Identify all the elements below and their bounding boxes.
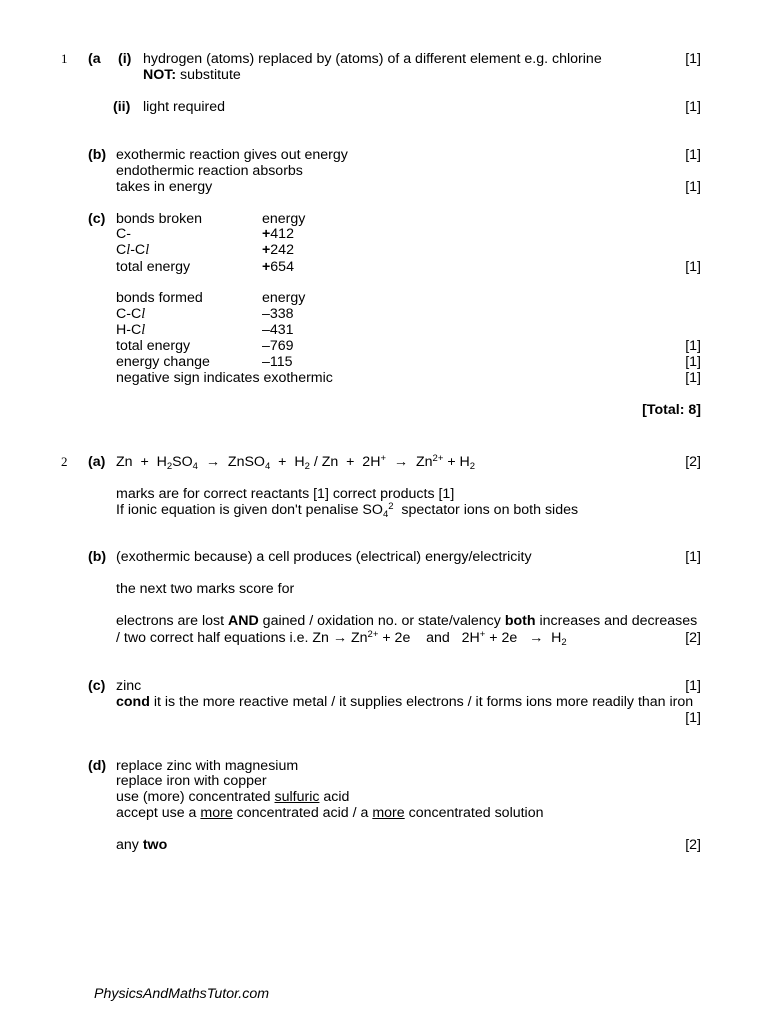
bond-name <box>116 322 145 338</box>
part-a-label: (a) <box>88 454 106 470</box>
bond-part-italic: l <box>141 306 146 322</box>
bonds-broken-heading: bonds broken <box>116 211 202 227</box>
mark-allocation: [1] <box>685 678 701 694</box>
marking-intro: the next two marks score for <box>116 581 295 597</box>
equation-superscript: 2+ <box>432 453 444 464</box>
mark-allocation: [1] <box>685 338 701 354</box>
bond-part: C-C <box>116 306 142 322</box>
bond-name: total energy <box>116 259 191 275</box>
question-number: 2 <box>61 454 68 469</box>
subpart-i-label: (i) <box>118 51 132 67</box>
equation-subscript: 2 <box>469 461 476 472</box>
bond-name: C- <box>116 226 131 242</box>
mark-allocation: [1] <box>685 354 701 370</box>
equation-superscript: 2+ <box>367 629 379 640</box>
bond-energy: –769 <box>262 338 294 354</box>
criteria-emphasis: both <box>504 613 536 629</box>
not-accepted-text: substitute <box>176 67 241 83</box>
any-two-line <box>116 837 167 853</box>
criteria-emphasis: AND <box>227 613 259 629</box>
cond-label: cond <box>116 694 150 710</box>
bond-energy: –338 <box>262 306 294 322</box>
equation-text: / Zn + 2H <box>309 454 381 470</box>
answer-text: concentrated acid / a <box>232 805 373 821</box>
note-subscript: 4 <box>382 509 389 520</box>
part-c-label: (c) <box>88 211 106 227</box>
not-accepted-note <box>143 67 241 83</box>
bond-name <box>116 306 145 322</box>
condition-line <box>116 694 693 710</box>
bond-energy: –115 <box>262 354 293 370</box>
footer-site-name: PhysicsAndMathsTutor.com <box>94 986 270 1002</box>
answer-line: replace zinc with magnesium <box>116 758 299 774</box>
energy-heading: energy <box>262 290 306 306</box>
electrons-criteria <box>116 613 697 629</box>
bond-name <box>116 242 149 258</box>
equation-subscript: 4 <box>264 461 271 472</box>
part-a-label: (a <box>88 51 101 67</box>
note-text: spectator ions on both sides <box>393 502 579 518</box>
answer-text: accept use a <box>116 805 201 821</box>
energy-sign: + <box>262 242 271 258</box>
mark-allocation: [1] <box>685 710 701 726</box>
note-superscript: 2 <box>388 501 394 512</box>
equation-text: + H <box>443 454 470 470</box>
bond-energy: –431 <box>262 322 294 338</box>
answer-text: any <box>116 837 143 853</box>
answer-line: takes in energy <box>116 179 213 195</box>
equation-subscript: 2 <box>561 637 567 648</box>
bond-part: H-C <box>116 322 142 338</box>
mark-allocation: [1] <box>685 549 701 565</box>
mark-allocation: [1] <box>685 179 701 195</box>
emphasis-text: two <box>142 837 168 853</box>
equation-text: → Zn <box>386 454 433 470</box>
bond-part-italic: l <box>145 242 150 258</box>
energy-value: 242 <box>270 242 294 258</box>
energy-value: 654 <box>270 259 294 275</box>
answer-line: replace iron with copper <box>116 773 267 789</box>
bond-name: total energy <box>116 338 191 354</box>
part-d-label: (d) <box>88 758 107 774</box>
answer-text: (exothermic because) a cell produces (electrical) energy/electricity <box>116 549 532 565</box>
equation-subscript: 2 <box>304 461 310 472</box>
mark-allocation: [1] <box>685 147 701 163</box>
note-text: If ionic equation is given don't penalise SO <box>116 502 383 518</box>
half-equations-criteria <box>116 630 567 646</box>
equation-text: → ZnSO <box>197 454 265 470</box>
part-b-label: (b) <box>88 549 107 565</box>
energy-sign: + <box>262 226 271 242</box>
equation-text: SO <box>172 454 193 470</box>
equation-superscript: + <box>380 453 387 464</box>
mark-allocation: [2] <box>685 454 701 470</box>
bond-name: energy change <box>116 354 210 370</box>
criteria-text: gained / oxidation no. or state/valency <box>258 613 505 629</box>
answer-text: zinc <box>116 678 142 694</box>
criteria-text: increases and decreases <box>535 613 698 629</box>
energy-sign: + <box>262 259 271 275</box>
answer-line: endothermic reaction absorbs <box>116 163 303 179</box>
balanced-equation <box>116 454 475 470</box>
mark-allocation: [1] <box>685 370 701 386</box>
answer-text: light required <box>143 99 226 115</box>
equation-subscript: 2 <box>166 461 173 472</box>
part-c-label: (c) <box>88 678 106 694</box>
equation-text: / two correct half equations i.e. Zn → Zn <box>116 630 368 646</box>
equation-subscript: 4 <box>192 461 198 472</box>
bond-part-italic: l <box>141 322 146 338</box>
mark-allocation: [1] <box>685 99 701 115</box>
answer-line: exothermic reaction gives out energy <box>116 147 348 163</box>
bond-energy <box>262 259 294 275</box>
answer-line <box>116 789 349 805</box>
marking-note: marks are for correct reactants [1] correct products [1] <box>116 486 455 502</box>
equation-text: + 2e and 2H <box>378 630 480 646</box>
subpart-ii-label: (ii) <box>113 99 131 115</box>
part-b-label: (b) <box>88 147 107 163</box>
mark-allocation: [1] <box>685 259 701 275</box>
answer-text: concentrated solution <box>404 805 544 821</box>
question-total-marks: [Total: 8] <box>642 402 701 418</box>
accept-line <box>116 805 544 821</box>
mark-allocation: [2] <box>685 630 701 646</box>
ionic-equation-note <box>116 502 578 518</box>
question-number: 1 <box>61 51 68 66</box>
bond-part-italic: l <box>126 242 131 258</box>
criteria-text: electrons are lost <box>116 613 228 629</box>
answer-text: acid <box>319 789 350 805</box>
equation-superscript: + <box>479 629 486 640</box>
bond-energy <box>262 242 294 258</box>
bond-energy <box>262 226 294 242</box>
mark-allocation: [1] <box>685 51 701 67</box>
bond-part: -C <box>130 242 146 258</box>
answer-text: use (more) concentrated <box>116 789 275 805</box>
bonds-formed-heading: bonds formed <box>116 290 203 306</box>
bond-part: C <box>116 242 127 258</box>
answer-text: hydrogen (atoms) replaced by (atoms) of a different element e.g. chlorine <box>143 51 602 67</box>
equation-text: + H <box>270 454 305 470</box>
energy-value: 412 <box>270 226 294 242</box>
cond-text: it is the more reactive metal / it supplies electrons / it forms ions more readily than iron <box>149 694 694 710</box>
not-label: NOT: <box>143 67 177 83</box>
underlined-term: more <box>372 805 405 821</box>
mark-allocation: [2] <box>685 837 701 853</box>
underlined-term: sulfuric <box>274 789 320 805</box>
equation-text: Zn + H <box>116 454 167 470</box>
energy-heading: energy <box>262 211 306 227</box>
underlined-term: more <box>200 805 233 821</box>
equation-text: + 2e → H <box>485 630 562 646</box>
conclusion-text: negative sign indicates exothermic <box>116 370 333 386</box>
